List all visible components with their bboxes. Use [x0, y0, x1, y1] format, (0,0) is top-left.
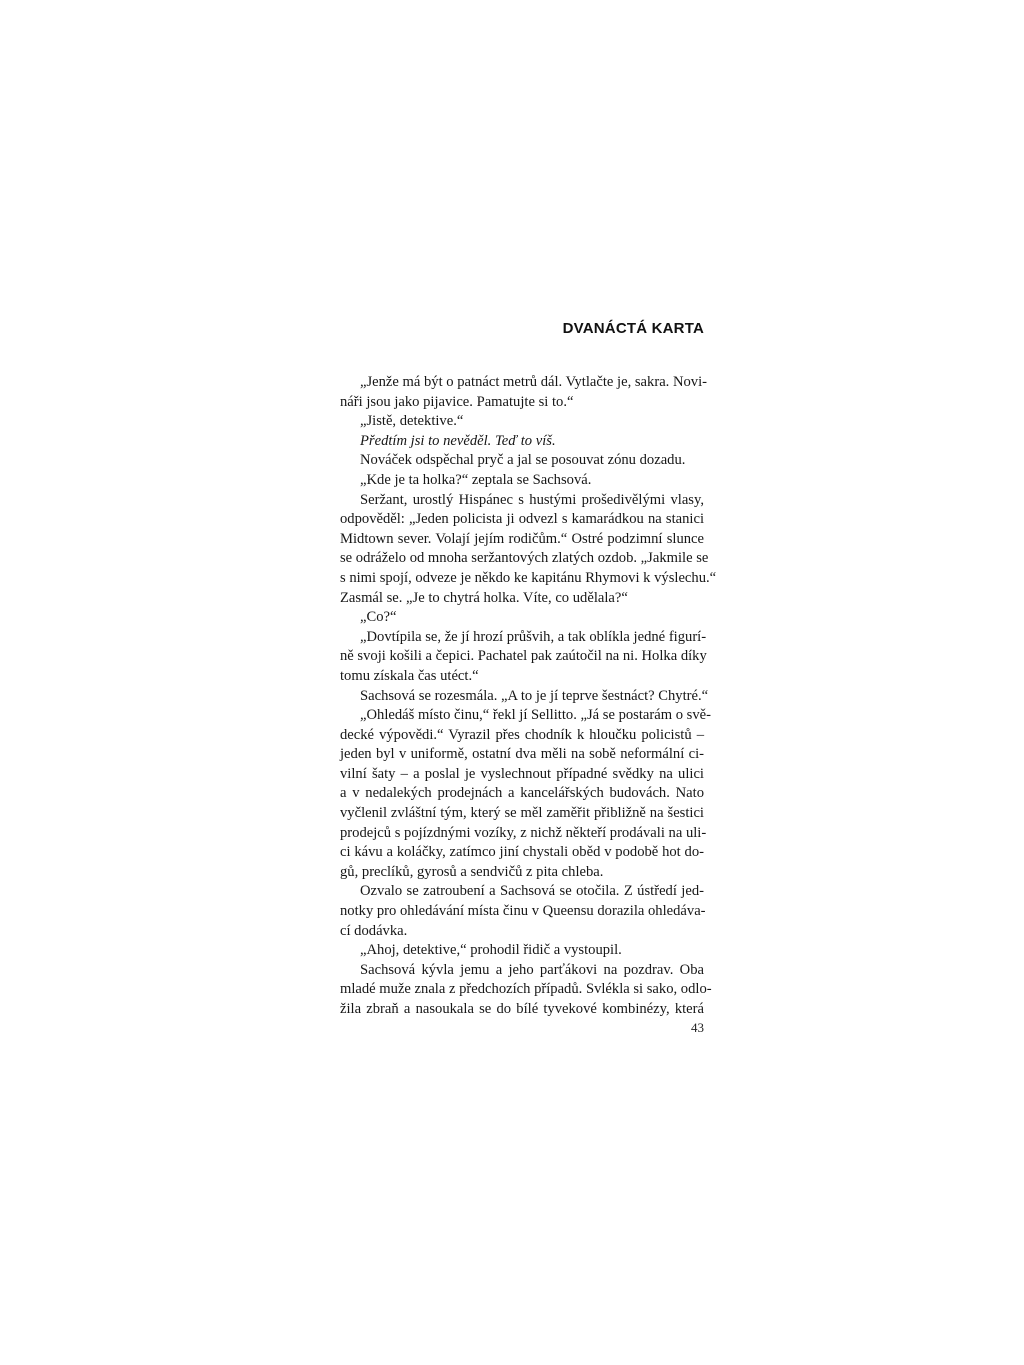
text-line: jeden byl v uniformě, ostatní dva měli na sobě neformální ci- — [340, 746, 704, 763]
text-line: decké výpovědi.“ Vyrazil přes chodník k hloučku policistů – — [340, 726, 704, 743]
text-line: Seržant, urostlý Hispánec s hustými prošedivělými vlasy, — [360, 491, 704, 508]
text-line: cí dodávka. — [340, 922, 408, 939]
text-line: notky pro ohledávání místa činu v Queensu dorazila ohledáva- — [340, 903, 706, 920]
text-line: „Ohledáš místo činu,“ řekl jí Sellitto. „Já se postarám o svě- — [360, 707, 711, 724]
text-line: a v nedalekých prodejnách a kancelářských budovách. Nato — [340, 785, 704, 802]
text-line: tomu získala čas utéct.“ — [340, 667, 479, 684]
text-line: s nimi spojí, odveze je někdo ke kapitánu Rhymovi k výslechu.“ — [340, 569, 717, 586]
text-line: Sachsová se rozesmála. „A to je jí teprve šestnáct? Chytré.“ — [360, 687, 709, 704]
text-line: Ozvalo se zatroubení a Sachsová se otočila. Z ústředí jed- — [360, 883, 704, 900]
text-line: vyčlenil zvláštní tým, který se měl zaměřit přibližně na šestici — [340, 805, 704, 822]
text-line: ně svoji košili a čepici. Pachatel pak zaútočil na ni. Holka díky — [340, 648, 707, 665]
running-head: DVANÁCTÁ KARTA — [562, 320, 704, 337]
text-line: Sachsová kývla jemu a jeho parťákovi na pozdrav. Oba — [360, 961, 704, 978]
text-line: „Jistě, detektive.“ — [360, 413, 464, 430]
text-line: Nováček odspěchal pryč a jal se posouvat zónu dozadu. — [360, 452, 686, 469]
text-line: „Ahoj, detektive,“ prohodil řidič a vystoupil. — [360, 942, 622, 959]
body-text — [340, 373, 717, 1020]
text-line: „Jenže má být o patnáct metrů dál. Vytlačte je, sakra. Novi- — [360, 374, 708, 390]
text-line: „Dovtípila se, že jí hrozí průšvih, a tak oblíkla jedné figurí- — [360, 628, 707, 645]
text-line: „Kde je ta holka?“ zeptala se Sachsová. — [360, 471, 592, 488]
text-line: prodejců s pojízdnými vozíky, z nichž někteří prodávali na uli- — [340, 824, 707, 841]
text-line: odpověděl: „Jeden policista ji odvezl s kamarádkou na stanici — [340, 511, 704, 528]
text-line: ci kávu a koláčky, zatímco jiní chystali oběd v podobě hot do- — [340, 844, 704, 861]
text-line: žila zbraň a nasoukala se do bílé tyvekové kombinézy, která — [340, 1001, 704, 1017]
text-line: náři jsou jako pijavice. Pamatujte si to.“ — [340, 393, 574, 410]
text-line: mladé muže znala z předchozích případů. Svlékla si sako, odlo- — [340, 981, 712, 998]
text-line: se odráželo od mnoha seržantových zlatých ozdob. „Jakmile se — [340, 550, 709, 567]
text-line: Midtown sever. Volají jejím rodičům.“ Ostré podzimní slunce — [340, 530, 704, 547]
text-line: Zasmál se. „Je to chytrá holka. Víte, co udělala?“ — [340, 589, 628, 606]
text-line: gů, preclíků, gyrosů a sendvičů z pita chleba. — [340, 863, 604, 880]
text-line: vilní šaty – a poslal je vyslechnout případné svědky na ulici — [340, 765, 704, 782]
text-line: „Co?“ — [360, 609, 397, 626]
page-number: 43 — [691, 1020, 704, 1035]
text-line: Předtím jsi to nevěděl. Teď to víš. — [360, 432, 556, 449]
